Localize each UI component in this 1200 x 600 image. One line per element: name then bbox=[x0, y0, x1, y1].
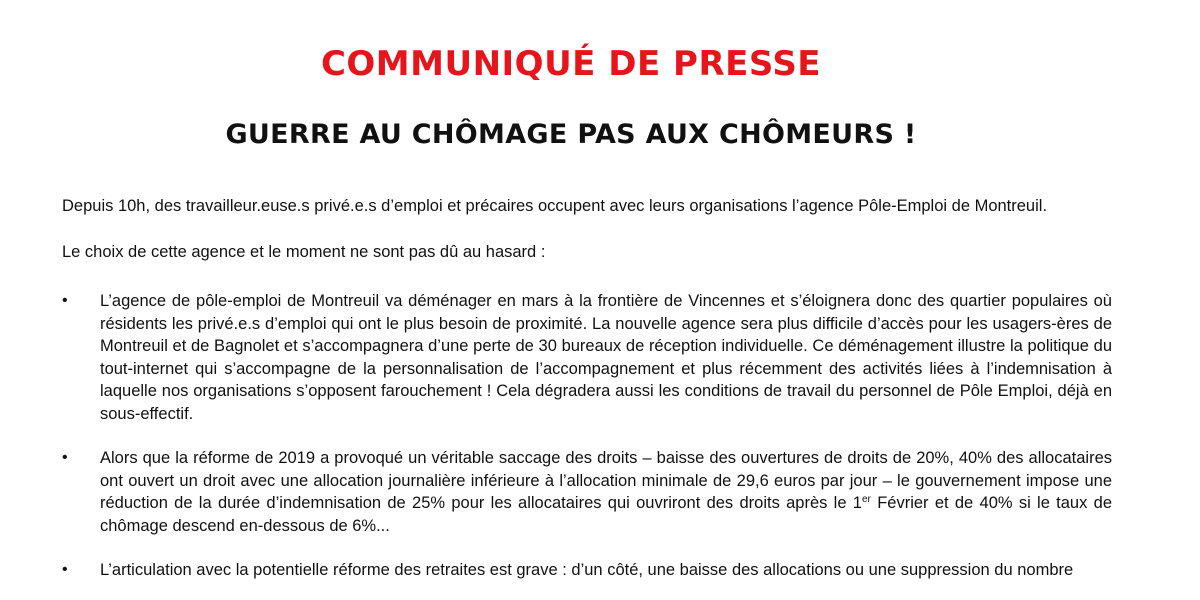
bullet-text bbox=[100, 447, 1112, 537]
press-release-title: COMMUNIQUÉ DE PRESSE bbox=[320, 44, 822, 84]
bullet-icon: • bbox=[62, 449, 68, 466]
bullet-text-part: Alors que la réforme de 2019 a provoqué un véritable saccage des droits – baisse des ouvertures de droits de 20%, 40% des allocataires ont ouvert un droit avec une allocation journalière inférieure à l’allocation minimale de 29,6 euros par jour – le gouvernement impose une réduction de la durée d’indemnisation de 25% pour les allocataires qui ouvriront des droits après le 1 bbox=[100, 449, 1112, 512]
bullet-list bbox=[62, 290, 1112, 600]
bullet-text: L’articulation avec la potentielle réforme des retraites est grave : d’un côté, une baisse des allocations ou une suppression du nombre bbox=[100, 561, 1074, 579]
bullet-text: L’agence de pôle-emploi de Montreuil va déménager en mars à la frontière de Vincennes et s’éloignera donc des quartier populaires où résidents les privé.e.s d’emploi qui ont le plus besoin de proximité. La nouvelle agence sera plus difficile d’accès pour les usagers-ères de Montreuil et de Bagnolet et s’accompagnera d’une perte de 30 bureaux de réception individuelle. Ce déménagement illustre la politique du tout-internet qui s’accompagne de la personnalisation de l’accompagnement et plus récemment des activités liées à l’indemnisation à laquelle nos organisations s’opposent farouchement ! Cela dégradera aussi les conditions de travail du personnel de Pôle Emploi, déjà en sous-effectif. bbox=[100, 292, 1112, 423]
bullet-icon: • bbox=[62, 561, 68, 578]
list-item bbox=[62, 559, 1112, 582]
list-item bbox=[62, 290, 1112, 425]
bullet-icon: • bbox=[62, 292, 68, 309]
intro-paragraph: Depuis 10h, des travailleur.euse.s privé.e.s d’emploi et précaires occupent avec leurs organisations l’agence Pôle-Emploi de Montreuil. bbox=[62, 197, 1048, 215]
ordinal-superscript: er bbox=[862, 494, 871, 505]
bullet-text-part: Février et de 40% si le taux de chômage descend en-dessous de 6%... bbox=[100, 494, 1113, 535]
press-release-subtitle: GUERRE AU CHÔMAGE PAS AUX CHÔMEURS ! bbox=[225, 119, 917, 150]
choice-paragraph: Le choix de cette agence et le moment ne sont pas dû au hasard : bbox=[62, 243, 546, 261]
list-item bbox=[62, 447, 1112, 537]
